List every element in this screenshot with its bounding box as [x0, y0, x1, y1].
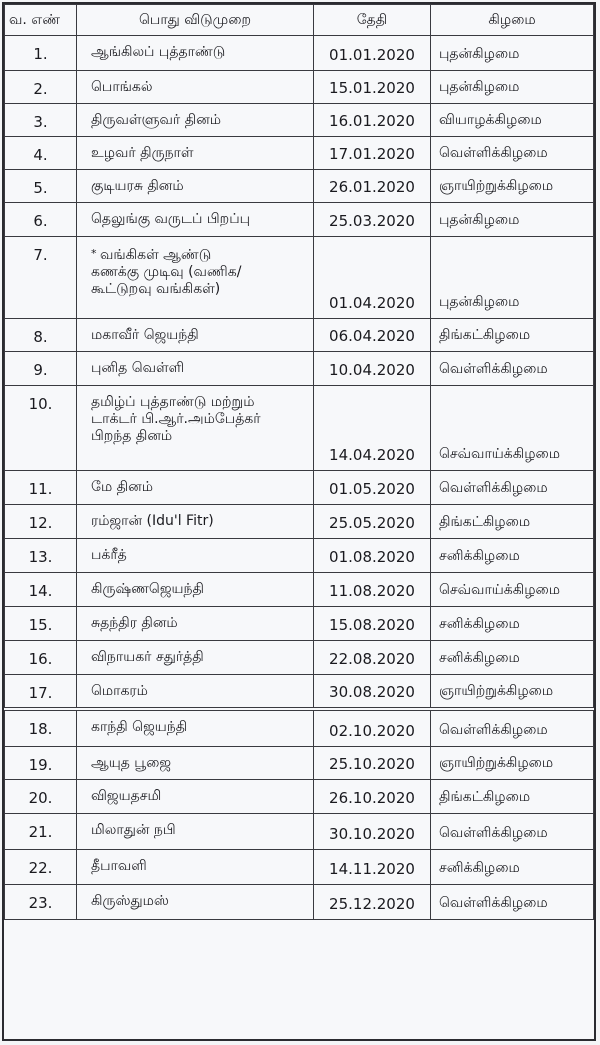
- serial-number-cell: 1.: [5, 36, 77, 71]
- serial-number-cell: 22.: [5, 850, 77, 885]
- date-cell: 30.08.2020: [314, 675, 431, 709]
- day-cell: திங்கட்கிழமை: [431, 780, 594, 814]
- day-cell: புதன்கிழமை: [431, 71, 594, 104]
- table-row: [5, 747, 594, 780]
- holiday-name-line: பிறந்த தினம்: [91, 428, 173, 444]
- holiday-name-cell: [77, 319, 314, 352]
- date-cell: 26.01.2020: [314, 170, 431, 203]
- serial-number-cell: 15.: [5, 607, 77, 641]
- holiday-name-line: புனித வெள்ளி: [91, 360, 185, 376]
- serial-number-cell: 12.: [5, 505, 77, 539]
- holiday-name-line: திருவள்ளுவர் தினம்: [91, 112, 222, 128]
- table-row: [5, 471, 594, 505]
- holiday-name-cell: [77, 386, 314, 471]
- holiday-table-sheet: [2, 2, 596, 1041]
- date-cell: 22.08.2020: [314, 641, 431, 675]
- holiday-name-line: மிலாதுன் நபி: [91, 822, 176, 838]
- serial-number-cell: 4.: [5, 137, 77, 170]
- serial-number-cell: 7.: [5, 237, 77, 319]
- holiday-name-line: டாக்டர் பி.ஆர்.அம்பேத்கர்: [91, 411, 261, 427]
- date-cell: 11.08.2020: [314, 573, 431, 607]
- date-cell: 25.12.2020: [314, 885, 431, 920]
- date-cell: 17.01.2020: [314, 137, 431, 170]
- holiday-name-cell: [77, 36, 314, 71]
- table-row: [5, 319, 594, 352]
- holiday-name-cell: [77, 170, 314, 203]
- holiday-name-line: விஜயதசமி: [91, 788, 162, 804]
- holiday-name-cell: [77, 709, 314, 747]
- serial-number-cell: 23.: [5, 885, 77, 920]
- holiday-name-cell: [77, 780, 314, 814]
- table-row: [5, 237, 594, 319]
- holiday-name-line: உழவர் திருநாள்: [91, 145, 194, 161]
- day-cell: வெள்ளிக்கிழமை: [431, 352, 594, 386]
- day-cell: சனிக்கிழமை: [431, 539, 594, 573]
- date-cell: 01.01.2020: [314, 36, 431, 71]
- serial-number-cell: 14.: [5, 573, 77, 607]
- day-cell: புதன்கிழமை: [431, 203, 594, 237]
- holiday-name-line: பக்ரீத்: [91, 547, 127, 563]
- serial-number-cell: 11.: [5, 471, 77, 505]
- table-body: [5, 36, 594, 920]
- holiday-name-line: காந்தி ஜெயந்தி: [91, 718, 188, 735]
- date-cell: 01.05.2020: [314, 471, 431, 505]
- day-cell: ஞாயிற்றுக்கிழமை: [431, 747, 594, 780]
- serial-number-cell: 19.: [5, 747, 77, 780]
- holiday-name-line: கிருஷ்ணஜெயந்தி: [91, 581, 204, 597]
- table-row: [5, 850, 594, 885]
- table-row: [5, 104, 594, 137]
- day-cell: சனிக்கிழமை: [431, 641, 594, 675]
- table-row: [5, 36, 594, 71]
- holiday-name-cell: [77, 814, 314, 850]
- day-cell: சனிக்கிழமை: [431, 607, 594, 641]
- table-row: [5, 170, 594, 203]
- holiday-name-cell: [77, 505, 314, 539]
- date-cell: 14.11.2020: [314, 850, 431, 885]
- day-cell: ஞாயிற்றுக்கிழமை: [431, 170, 594, 203]
- serial-number-cell: 8.: [5, 319, 77, 352]
- holiday-name-cell: [77, 641, 314, 675]
- table-row: [5, 709, 594, 747]
- holiday-name-cell: [77, 747, 314, 780]
- serial-number-cell: 3.: [5, 104, 77, 137]
- holiday-name-cell: [77, 352, 314, 386]
- table-row: [5, 71, 594, 104]
- holiday-name-line: ரம்ஜான் (Idu'l Fitr): [91, 513, 214, 529]
- date-cell: 14.04.2020: [314, 386, 431, 471]
- serial-number-cell: 13.: [5, 539, 77, 573]
- day-cell: வெள்ளிக்கிழமை: [431, 137, 594, 170]
- day-cell: திங்கட்கிழமை: [431, 319, 594, 352]
- serial-number-cell: 21.: [5, 814, 77, 850]
- table-row: [5, 814, 594, 850]
- holiday-name-line: விநாயகர் சதுர்த்தி: [91, 649, 204, 665]
- date-cell: 06.04.2020: [314, 319, 431, 352]
- holiday-name-line: மே தினம்: [91, 479, 153, 495]
- holiday-name-cell: [77, 471, 314, 505]
- day-cell: சனிக்கிழமை: [431, 850, 594, 885]
- holiday-name-line: ஆயுத பூஜை: [91, 755, 172, 771]
- header-serial-number: வ. எண்: [5, 5, 77, 36]
- holiday-name-cell: [77, 539, 314, 573]
- date-cell: 16.01.2020: [314, 104, 431, 137]
- serial-number-cell: 18.: [5, 709, 77, 747]
- table-row: [5, 137, 594, 170]
- holiday-name-line: சுதந்திர தினம்: [91, 615, 178, 631]
- table-row: [5, 641, 594, 675]
- day-cell: ஞாயிற்றுக்கிழமை: [431, 675, 594, 709]
- serial-number-cell: 2.: [5, 71, 77, 104]
- holiday-name-cell: [77, 573, 314, 607]
- holiday-name-line: குடியரசு தினம்: [91, 178, 184, 194]
- serial-number-cell: 5.: [5, 170, 77, 203]
- holiday-name-cell: [77, 104, 314, 137]
- header-date: தேதி: [314, 5, 431, 36]
- holiday-name-line: கிருஸ்துமஸ்: [91, 893, 169, 909]
- holiday-name-cell: [77, 137, 314, 170]
- serial-number-cell: 9.: [5, 352, 77, 386]
- date-cell: 15.08.2020: [314, 607, 431, 641]
- serial-number-cell: 10.: [5, 386, 77, 471]
- holiday-name-line: தெலுங்கு வருடப் பிறப்பு: [91, 211, 251, 227]
- holiday-name-line: மொகரம்: [91, 683, 148, 699]
- holiday-name-cell: [77, 203, 314, 237]
- holiday-name-cell: [77, 607, 314, 641]
- header-day: கிழமை: [431, 5, 594, 36]
- day-cell: திங்கட்கிழமை: [431, 505, 594, 539]
- serial-number-cell: 16.: [5, 641, 77, 675]
- holiday-name-line: * வங்கிகள் ஆண்டு: [91, 245, 313, 264]
- day-cell: வியாழக்கிழமை: [431, 104, 594, 137]
- holiday-name-cell: [77, 850, 314, 885]
- table-row: [5, 386, 594, 471]
- holiday-name-line: பொங்கல்: [91, 79, 153, 95]
- day-cell: வெள்ளிக்கிழமை: [431, 814, 594, 850]
- day-cell: வெள்ளிக்கிழமை: [431, 709, 594, 747]
- holiday-name-line: கணக்கு முடிவு (வணிக/: [91, 264, 242, 280]
- date-cell: 15.01.2020: [314, 71, 431, 104]
- day-cell: செவ்வாய்க்கிழமை: [431, 573, 594, 607]
- holiday-name-line: கூட்டுறவு வங்கிகள்): [91, 281, 221, 297]
- serial-number-cell: 17.: [5, 675, 77, 709]
- header-public-holiday: பொது விடுமுறை: [77, 5, 314, 36]
- day-cell: புதன்கிழமை: [431, 36, 594, 71]
- date-cell: 30.10.2020: [314, 814, 431, 850]
- table-row: [5, 573, 594, 607]
- table-header-row: [5, 5, 594, 36]
- date-cell: 01.04.2020: [314, 237, 431, 319]
- holiday-name-cell: [77, 885, 314, 920]
- holiday-name-line: மகாவீர் ஜெயந்தி: [91, 327, 199, 343]
- date-cell: 02.10.2020: [314, 709, 431, 747]
- table-row: [5, 539, 594, 573]
- date-cell: 25.05.2020: [314, 505, 431, 539]
- date-cell: 10.04.2020: [314, 352, 431, 386]
- table-row: [5, 607, 594, 641]
- holiday-table: [4, 4, 594, 920]
- table-row: [5, 780, 594, 814]
- table-row: [5, 203, 594, 237]
- table-row: [5, 505, 594, 539]
- date-cell: 25.03.2020: [314, 203, 431, 237]
- table-row: [5, 885, 594, 920]
- day-cell: செவ்வாய்க்கிழமை: [431, 386, 594, 471]
- holiday-name-line: ஆங்கிலப் புத்தாண்டு: [91, 44, 226, 60]
- day-cell: வெள்ளிக்கிழமை: [431, 885, 594, 920]
- date-cell: 25.10.2020: [314, 747, 431, 780]
- table-row: [5, 352, 594, 386]
- holiday-name-line: தீபாவளி: [91, 858, 147, 874]
- holiday-name-cell: [77, 675, 314, 709]
- day-cell: புதன்கிழமை: [431, 237, 594, 319]
- day-cell: வெள்ளிக்கிழமை: [431, 471, 594, 505]
- date-cell: 26.10.2020: [314, 780, 431, 814]
- date-cell: 01.08.2020: [314, 539, 431, 573]
- holiday-name-cell: [77, 237, 314, 319]
- holiday-name-cell: [77, 71, 314, 104]
- serial-number-cell: 6.: [5, 203, 77, 237]
- table-row: [5, 675, 594, 709]
- holiday-name-line: தமிழ்ப் புத்தாண்டு மற்றும்: [91, 394, 255, 410]
- serial-number-cell: 20.: [5, 780, 77, 814]
